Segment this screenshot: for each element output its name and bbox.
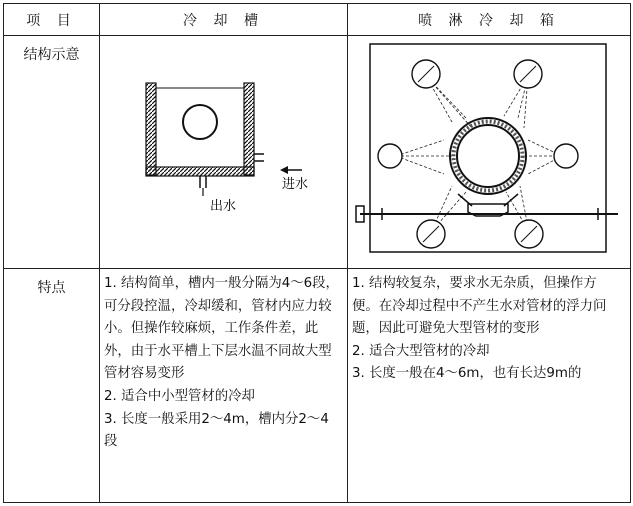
tank-feature-3: 3. 长度一般采用2～4m，槽内分2～4段 bbox=[104, 411, 329, 450]
features-row bbox=[4, 269, 631, 503]
tank-diagram-cell bbox=[100, 36, 348, 269]
tank-diagram bbox=[100, 36, 348, 268]
spray-lines bbox=[396, 76, 562, 232]
spray-box-diagram bbox=[348, 36, 631, 268]
structure-label: 结构示意 bbox=[4, 36, 100, 269]
tank-bottom bbox=[146, 167, 254, 176]
tank-feature-1: 1. 结构简单，槽内一般分隔为4～6段，可分段控温，冷却缓和，管材内应力较小。但操作较麻烦，工作条件差，此外，由于水平槽上下层水温不同故大型管材容易变形 bbox=[104, 276, 339, 382]
spray-feature-3: 3. 长度一般在4～6m，也有长达9m的 bbox=[352, 366, 582, 382]
header-cooling-tank: 冷 却 槽 bbox=[100, 4, 348, 36]
pipe-outer bbox=[450, 118, 526, 194]
header-spray-box: 喷 淋 冷 却 箱 bbox=[348, 4, 631, 36]
spray-feature-2: 2. 适合大型管材的冷却 bbox=[352, 343, 490, 359]
pipe-section bbox=[183, 105, 217, 139]
tank-right-wall bbox=[244, 83, 254, 175]
nozzles bbox=[378, 60, 578, 248]
tank-feature-2: 2. 适合中小型管材的冷却 bbox=[104, 388, 255, 404]
tank-left-wall bbox=[146, 83, 156, 175]
outlet-label: 出水 bbox=[210, 199, 237, 214]
comparison-table bbox=[3, 3, 631, 503]
spray-feature-1: 1. 结构较复杂，要求水无杂质，但操作方便。在冷却过程中不产生水对管材的浮力问题，因此可避免大型管材的变形 bbox=[352, 276, 607, 337]
header-item: 项 目 bbox=[4, 4, 100, 36]
features-label: 特点 bbox=[4, 269, 100, 503]
tank-features bbox=[100, 269, 348, 503]
inlet-label: 进水 bbox=[282, 177, 309, 192]
header-row bbox=[4, 4, 631, 36]
spray-features bbox=[348, 269, 631, 503]
spray-diagram-cell bbox=[348, 36, 631, 269]
structure-row bbox=[4, 36, 631, 269]
pipe-inner bbox=[457, 125, 519, 187]
